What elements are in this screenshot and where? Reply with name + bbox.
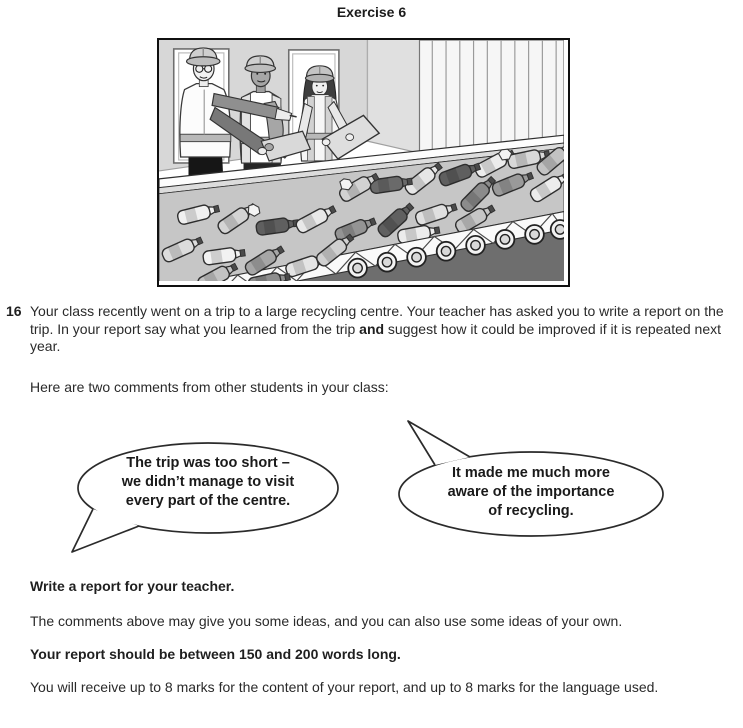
bubble-left-line3: every part of the centre. (125, 493, 291, 509)
question-number: 16 (6, 303, 22, 319)
instruction-length: Your report should be between 150 and 200 words long. (30, 646, 401, 662)
bubble-left-line1: The trip was too short – (126, 455, 290, 471)
speech-bubble-left (72, 443, 338, 552)
hard-hat-icon (305, 66, 334, 82)
bubble-right-line2: aware of the importance (447, 484, 615, 500)
speech-bubble-right (399, 421, 663, 536)
question-text-part1: Your class recently went on a trip to a large recycling centre. Your teacher has asked you to write a report on the trip. In your report say what you learned from the trip (30, 303, 724, 337)
hard-hat-icon (245, 56, 275, 73)
bubble-tail (408, 421, 470, 465)
page-title: Exercise 6 (336, 4, 407, 20)
bubble-left-line2: we didn’t manage to visit (121, 474, 295, 490)
instruction-write-report: Write a report for your teacher. (30, 578, 235, 594)
bubble-right-line3: of recycling. (488, 503, 574, 519)
comments-intro: Here are two comments from other students in your class: (30, 379, 389, 395)
question-text-bold: and (359, 320, 385, 337)
illustration-svg (159, 40, 564, 281)
instruction-ideas: The comments above may give you some ideas, and you can also use some ideas of your own. (30, 613, 623, 629)
question-text-part2: suggest how it could be improved if it is repeated next year. (30, 320, 722, 354)
question-text (30, 303, 727, 356)
speech-bubbles (0, 415, 743, 590)
bubble-right-line1: It made me much more (452, 465, 610, 481)
instruction-marks: You will receive up to 8 marks for the content of your report, and up to 8 marks for the language used. (30, 679, 659, 695)
recycling-centre-illustration (157, 38, 570, 287)
